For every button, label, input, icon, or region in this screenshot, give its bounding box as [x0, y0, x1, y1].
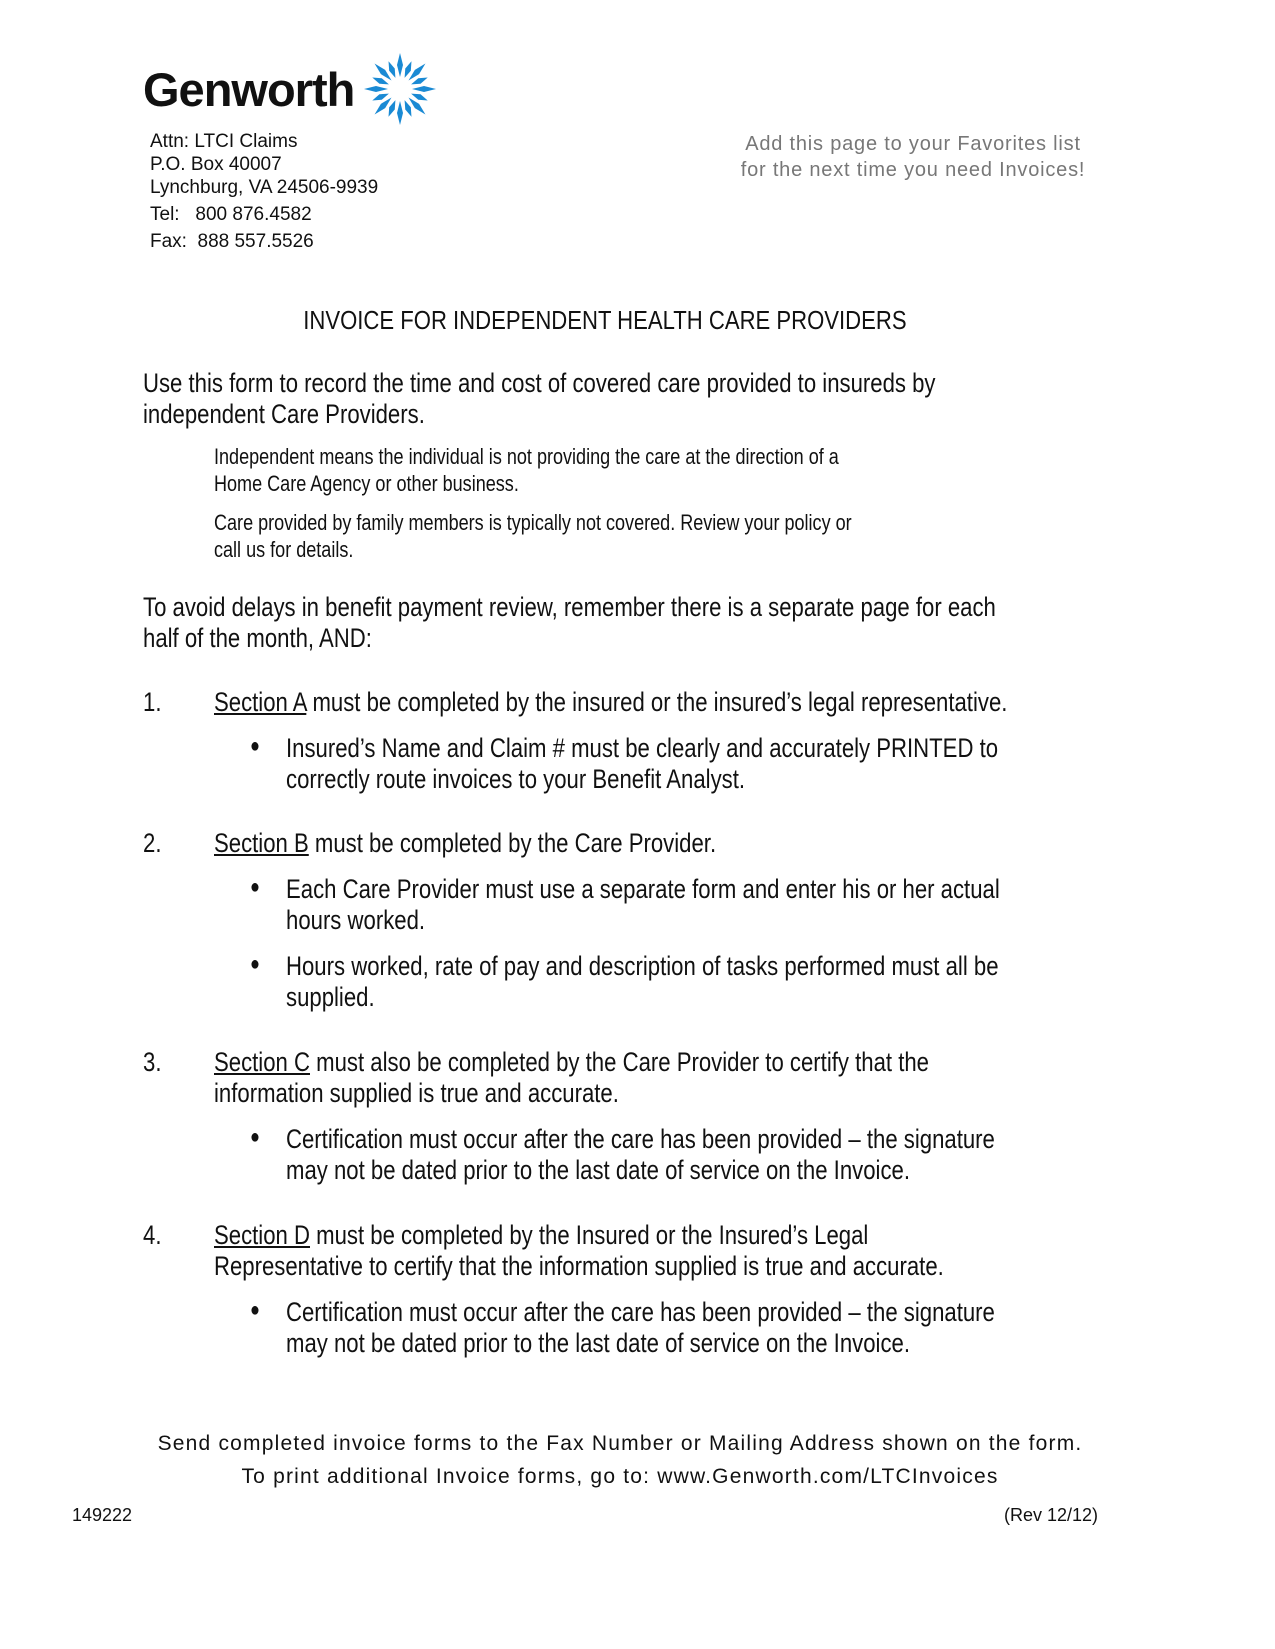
item-text — [214, 1220, 868, 1251]
section-link: Section A — [214, 687, 307, 717]
item-number: 2. — [143, 828, 162, 858]
address-line: Lynchburg, VA 24506-9939 — [150, 177, 379, 198]
starburst-ray — [412, 86, 436, 92]
item-text — [214, 687, 1007, 718]
note-text: Independent means the individual is not providing the care at the direction of a — [214, 444, 839, 469]
bullet-text: may not be dated prior to the last date of service on the Invoice. — [286, 1328, 910, 1358]
item-text-rest: must be completed by the insured or the insured’s legal representative. — [306, 687, 1008, 717]
item-text-rest: must also be completed by the Care Provider to certify that the — [309, 1047, 929, 1077]
item-text: information supplied is true and accurate. — [214, 1078, 619, 1108]
intro-text: Use this form to record the time and cost of covered care provided to insureds by — [143, 368, 936, 398]
address-line: P.O. Box 40007 — [150, 154, 282, 175]
avoid-text: To avoid delays in benefit payment review, remember there is a separate page for each — [143, 592, 996, 622]
bullet-text: Hours worked, rate of pay and description of tasks performed must all be — [286, 951, 999, 981]
item-text-rest: must be completed by the Care Provider. — [308, 828, 717, 858]
item-text — [214, 1047, 929, 1078]
favorites-note: Add this page to your Favorites list for the next time you need Invoices! — [740, 133, 1086, 181]
fax-number: 888 557.5526 — [197, 231, 314, 252]
section-link: Section B — [214, 828, 309, 858]
bullet-text: Certification must occur after the care has been provided – the signature — [286, 1124, 995, 1154]
genworth-starburst-icon — [357, 52, 443, 126]
note-text: call us for details. — [214, 537, 354, 562]
avoid-text: half of the month, AND: — [143, 623, 372, 653]
section-link: Section C — [214, 1047, 310, 1077]
genworth-logo: Genworth — [143, 63, 355, 116]
tel-row — [150, 204, 312, 226]
item-number: 3. — [143, 1047, 162, 1077]
bullet-icon: ● — [250, 1126, 260, 1148]
form-number: 149222 — [72, 1505, 133, 1525]
bullet-text: hours worked. — [286, 905, 426, 935]
page-title: INVOICE FOR INDEPENDENT HEALTH CARE PROVIDERS — [303, 305, 907, 335]
bullet-text: Insured’s Name and Claim # must be clearly and accurately PRINTED to — [286, 733, 999, 763]
item-text-rest: must be completed by the Insured or the Insured’s Legal — [309, 1220, 869, 1250]
bullet-icon: ● — [250, 953, 260, 975]
address-line: Attn: LTCI Claims — [150, 131, 298, 152]
bullet-icon: ● — [250, 876, 260, 898]
intro-text: independent Care Providers. — [143, 399, 425, 429]
bullet-text: Certification must occur after the care has been provided – the signature — [286, 1297, 995, 1327]
item-text: Representative to certify that the information supplied is true and accurate. — [214, 1251, 944, 1281]
tel-number: 800 876.4582 — [195, 204, 312, 225]
fax-row — [150, 231, 314, 253]
tel-label: Tel: — [150, 204, 180, 225]
note-text: Home Care Agency or other business. — [214, 471, 519, 496]
starburst-ray — [397, 53, 403, 77]
bullet-text: may not be dated prior to the last date of service on the Invoice. — [286, 1155, 910, 1185]
item-number: 4. — [143, 1220, 162, 1250]
bullet-text: Each Care Provider must use a separate form and enter his or her actual — [286, 874, 1000, 904]
starburst-ray — [397, 101, 403, 125]
section-link: Section D — [214, 1220, 310, 1250]
footer-send-instructions: Send completed invoice forms to the Fax Number or Mailing Address shown on the form. — [157, 1432, 1083, 1455]
footer-print-instructions: To print additional Invoice forms, go to: www.Genworth.com/LTCInvoices — [241, 1465, 999, 1488]
item-number: 1. — [143, 687, 162, 717]
item-text — [214, 828, 716, 859]
revision-date: (Rev 12/12) — [1004, 1505, 1099, 1525]
starburst-ray — [364, 86, 388, 92]
bullet-text: supplied. — [286, 982, 375, 1012]
bullet-text: correctly route invoices to your Benefit Analyst. — [286, 764, 746, 794]
fax-label: Fax: — [150, 231, 187, 252]
bullet-icon: ● — [250, 735, 260, 757]
note-text: Care provided by family members is typically not covered. Review your policy or — [214, 510, 852, 535]
bullet-icon: ● — [250, 1299, 260, 1321]
